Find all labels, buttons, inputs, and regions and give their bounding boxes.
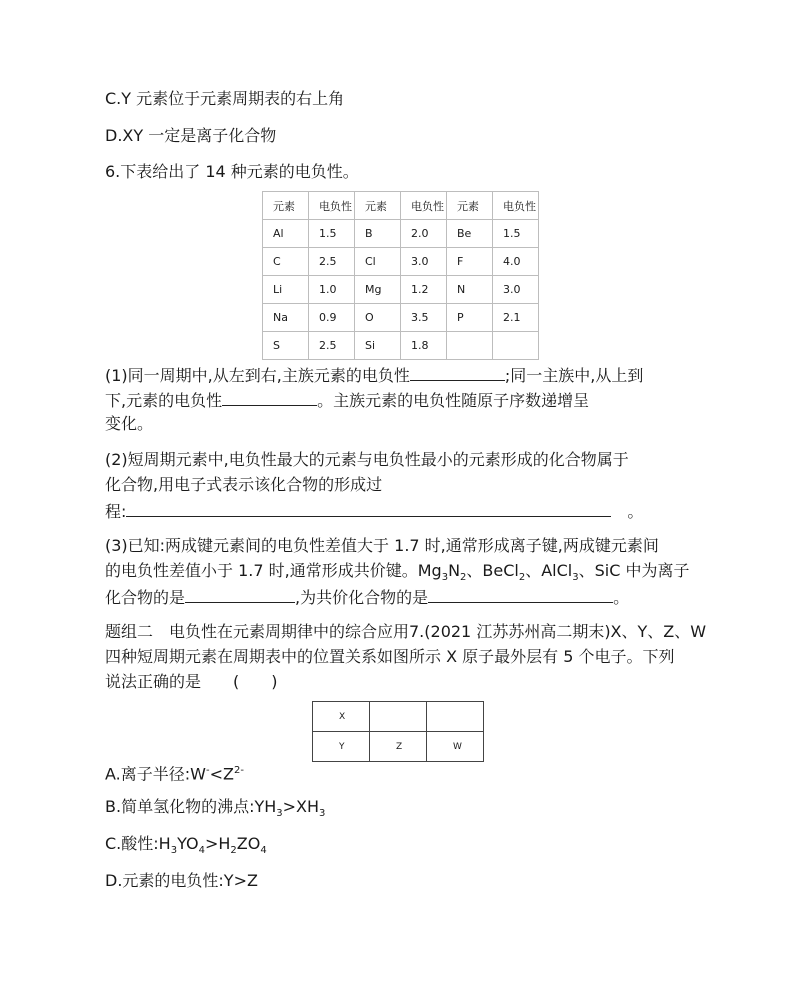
question-6-stem: 6.下表给出了 14 种元素的电负性。 xyxy=(105,162,359,181)
part-1-line-1 xyxy=(105,364,643,386)
table-cell: Be xyxy=(447,220,493,248)
table-cell: Al xyxy=(263,220,309,248)
table-cell: 2.5 xyxy=(309,248,355,276)
part-3-line-2 xyxy=(105,561,690,588)
table-cell: 1.8 xyxy=(401,332,447,360)
table-row xyxy=(263,248,539,276)
table-row xyxy=(263,276,539,304)
table-cell: 2.0 xyxy=(401,220,447,248)
table-cell: 0.9 xyxy=(309,304,355,332)
table-cell: C xyxy=(263,248,309,276)
option-b: B.简单氢化物的沸点$:YH_3>XH_3$ xyxy=(105,797,326,820)
answer-blank[interactable] xyxy=(126,500,611,517)
table-cell: 2.5 xyxy=(309,332,355,360)
answer-blank[interactable] xyxy=(185,586,295,603)
table-cell: 3.0 xyxy=(401,248,447,276)
table-cell: 1.5 xyxy=(493,220,539,248)
part-3-text: 化合物的是 xyxy=(105,588,186,607)
part-3-text: 的电负性差值小于 1.7 时,通常形成共价键。 xyxy=(105,561,418,580)
grid-row xyxy=(313,732,484,762)
answer-blank[interactable] xyxy=(222,389,317,406)
part-3-line-3 xyxy=(105,586,629,608)
table-header: 元素 xyxy=(355,192,401,220)
table-cell: P xyxy=(447,304,493,332)
part-1-text: ;同一主族中,从上到 xyxy=(504,366,644,385)
table-row xyxy=(263,304,539,332)
table-header: 电负性 xyxy=(401,192,447,220)
part-2-line-3 xyxy=(105,500,643,522)
part-2-line-1: (2)短周期元素中,电负性最大的元素与电负性最小的元素形成的化合物属于 xyxy=(105,450,629,469)
question-7-line-3: 说法正确的是 ( ) xyxy=(105,672,278,691)
table-cell xyxy=(493,332,539,360)
question-7-line-1: 题组二 电负性在元素周期律中的综合应用7.(2021 江苏苏州高二期末)X、Y、Z、W xyxy=(105,622,707,641)
part-3-line-1: (3)已知:两成键元素间的电负性差值大于 1.7 时,通常形成离子键,两成键元素间 xyxy=(105,536,659,555)
table-cell: 1.5 xyxy=(309,220,355,248)
part-3-text: 。 xyxy=(613,588,630,607)
table-header: 电负性 xyxy=(309,192,355,220)
part-2-text: 。 xyxy=(627,502,644,521)
grid-row xyxy=(313,702,484,732)
table-cell: Li xyxy=(263,276,309,304)
part-1-line-3: 变化。 xyxy=(105,414,154,433)
part-1-text: 。主族元素的电负性随原子序数递增呈 xyxy=(317,391,590,410)
answer-blank[interactable] xyxy=(410,364,505,381)
table-cell: B xyxy=(355,220,401,248)
grid-cell: Z xyxy=(370,732,427,762)
table-cell: Si xyxy=(355,332,401,360)
grid-cell: X xyxy=(313,702,370,732)
option-d-prev: D.XY 一定是离子化合物 xyxy=(105,126,277,145)
table-cell: S xyxy=(263,332,309,360)
compound-list: $Mg_3N_2$、BeCl$_2$、AlCl$_3$、SiC 中为离子 xyxy=(417,561,690,584)
table-row xyxy=(263,332,539,360)
part-1-line-2 xyxy=(105,389,589,411)
grid-cell: W xyxy=(427,732,484,762)
table-header: 元素 xyxy=(263,192,309,220)
table-cell: Cl xyxy=(355,248,401,276)
table-header: 元素 xyxy=(447,192,493,220)
electronegativity-table xyxy=(262,191,539,360)
option-d: D.元素的电负性:Y>Z xyxy=(105,871,258,890)
grid-cell xyxy=(370,702,427,732)
table-cell: 1.0 xyxy=(309,276,355,304)
part-2-line-2: 化合物,用电子式表示该化合物的形成过 xyxy=(105,475,383,494)
table-cell: Mg xyxy=(355,276,401,304)
table-cell: 3.0 xyxy=(493,276,539,304)
part-2-text: 程: xyxy=(105,502,127,521)
grid-cell xyxy=(427,702,484,732)
part-3-text: ,为共价化合物的是 xyxy=(295,588,429,607)
part-1-text: (1)同一周期中,从左到右,主族元素的电负性 xyxy=(105,366,410,385)
option-a: A.离子半径$:W^-<Z^{2-}$ xyxy=(105,764,244,784)
table-header-row xyxy=(263,192,539,220)
answer-blank[interactable] xyxy=(428,586,613,603)
table-cell: 4.0 xyxy=(493,248,539,276)
periodic-position-grid xyxy=(312,701,484,762)
table-cell: O xyxy=(355,304,401,332)
table-cell: 1.2 xyxy=(401,276,447,304)
table-cell: 3.5 xyxy=(401,304,447,332)
table-cell: Na xyxy=(263,304,309,332)
option-c: C.酸性$:H_3YO_4>H_2ZO_4$ xyxy=(105,834,267,857)
grid-cell: Y xyxy=(313,732,370,762)
question-7-line-2: 四种短周期元素在周期表中的位置关系如图所示 X 原子最外层有 5 个电子。下列 xyxy=(105,647,675,666)
table-cell: 2.1 xyxy=(493,304,539,332)
table-cell: N xyxy=(447,276,493,304)
option-c-prev: C.Y 元素位于元素周期表的右上角 xyxy=(105,89,345,108)
table-cell: F xyxy=(447,248,493,276)
table-header: 电负性 xyxy=(493,192,539,220)
table-cell xyxy=(447,332,493,360)
part-1-text: 下,元素的电负性 xyxy=(105,391,223,410)
table-row xyxy=(263,220,539,248)
